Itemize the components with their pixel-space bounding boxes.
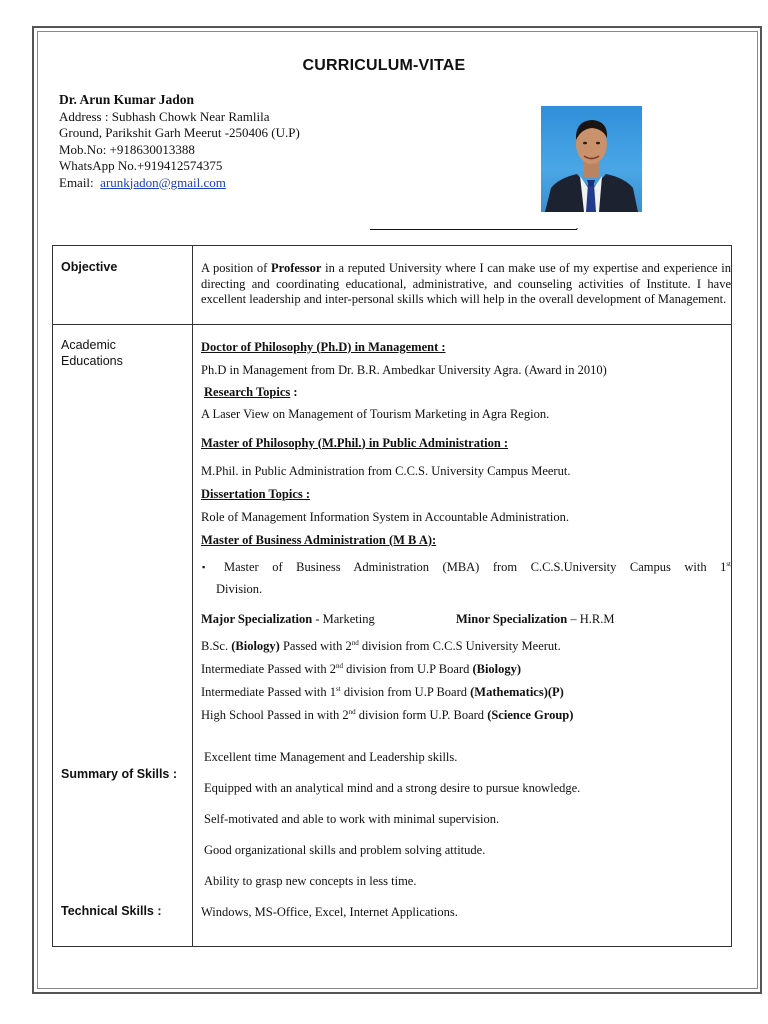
mobile-number: Mob.No: +918630013388 <box>59 141 195 157</box>
candidate-name: Dr. Arun Kumar Jadon <box>59 92 195 107</box>
signature-line <box>370 229 577 230</box>
objective-label: Objective <box>53 246 193 325</box>
cv-table <box>52 245 732 947</box>
skill-item: Self-motivated and able to work with minimal supervision. <box>204 811 500 826</box>
mphil-text: M.Phil. in Public Administration from C.C.S. University Campus Meerut. <box>201 463 571 478</box>
email-link[interactable]: arunkjadon@gmail.com <box>100 174 226 190</box>
objective-position: Professor <box>271 261 322 275</box>
academic-row <box>53 324 732 946</box>
contact-block <box>59 92 499 191</box>
whatsapp-number: WhatsApp No.+919412574375 <box>59 158 223 173</box>
dissertation-text: Role of Management Information System in Accountable Administration. <box>201 509 569 524</box>
address-line-2: Ground, Parikshit Garh Meerut -250406 (U.P) <box>59 125 300 140</box>
address-line-1: Address : Subhash Chowk Near Ramlila <box>59 108 270 124</box>
mphil-heading: Master of Philosophy (M.Phil.) in Public Administration : <box>201 435 509 450</box>
skill-item: Equipped with an analytical mind and a strong desire to pursue knowledge. <box>204 780 581 795</box>
portrait-illustration <box>541 106 642 212</box>
signature-line-dot: • <box>576 227 579 233</box>
skill-item: Ability to grasp new concepts in less time. <box>204 873 417 888</box>
academic-content <box>193 324 732 946</box>
academic-label-line-1: Academic <box>61 337 116 352</box>
objective-content <box>193 246 732 325</box>
mba-bullet: ▪ Master of Business Administration (MBA) from C.C.S.University Campus with 1st Division. <box>201 556 731 600</box>
specialization-row: Major Specialization - Marketing Minor Specialization – H.R.M <box>201 611 615 626</box>
skills-label: Summary of Skills : <box>61 766 178 781</box>
dissertation-heading: Dissertation Topics : <box>201 486 311 501</box>
bullet-icon: ▪ <box>202 561 206 572</box>
document-title: CURRICULUM-VITAE <box>302 57 466 74</box>
objective-row <box>53 246 732 325</box>
intermediate-maths-text: Intermediate Passed with 1st division from U.P Board (Mathematics)(P) <box>201 684 564 699</box>
skills-list <box>201 749 731 889</box>
intermediate-biology-text: Intermediate Passed with 2nd division from U.P Board (Biology) <box>201 661 522 676</box>
phd-text: Ph.D in Management from Dr. B.R. Ambedkar University Agra. (Award in 2010) <box>201 362 607 377</box>
profile-photo <box>541 106 642 212</box>
phd-heading: Doctor of Philosophy (Ph.D) in Management : <box>201 339 446 354</box>
academic-label <box>53 324 193 946</box>
high-school-text: High School Passed in with 2nd division form U.P. Board (Science Group) <box>201 707 574 722</box>
email-label: Email: <box>59 174 94 190</box>
skill-item: Excellent time Management and Leadership skills. <box>204 749 458 764</box>
technical-skills-text: Windows, MS-Office, Excel, Internet Applications. <box>201 904 458 919</box>
technical-label: Technical Skills : <box>61 903 162 918</box>
skill-item: Good organizational skills and problem solving attitude. <box>204 842 486 857</box>
email-row <box>59 175 499 192</box>
bsc-text: B.Sc. (Biology) Passed with 2nd division from C.C.S University Meerut. <box>201 638 561 653</box>
academic-label-line-2: Educations <box>61 353 123 368</box>
mba-heading: Master of Business Administration (M B A): <box>201 532 437 547</box>
research-heading-row: Research Topics : <box>204 384 298 399</box>
research-text: A Laser View on Management of Tourism Marketing in Agra Region. <box>201 406 550 421</box>
objective-text: A position of Professor in a reputed University where I can make use of my expertise and experience in directing and coordinating educational, administrative, and counseling activities of Institute. I have excellent leadership and inter-personal skills which will help in the overall development of Management. <box>201 261 731 306</box>
